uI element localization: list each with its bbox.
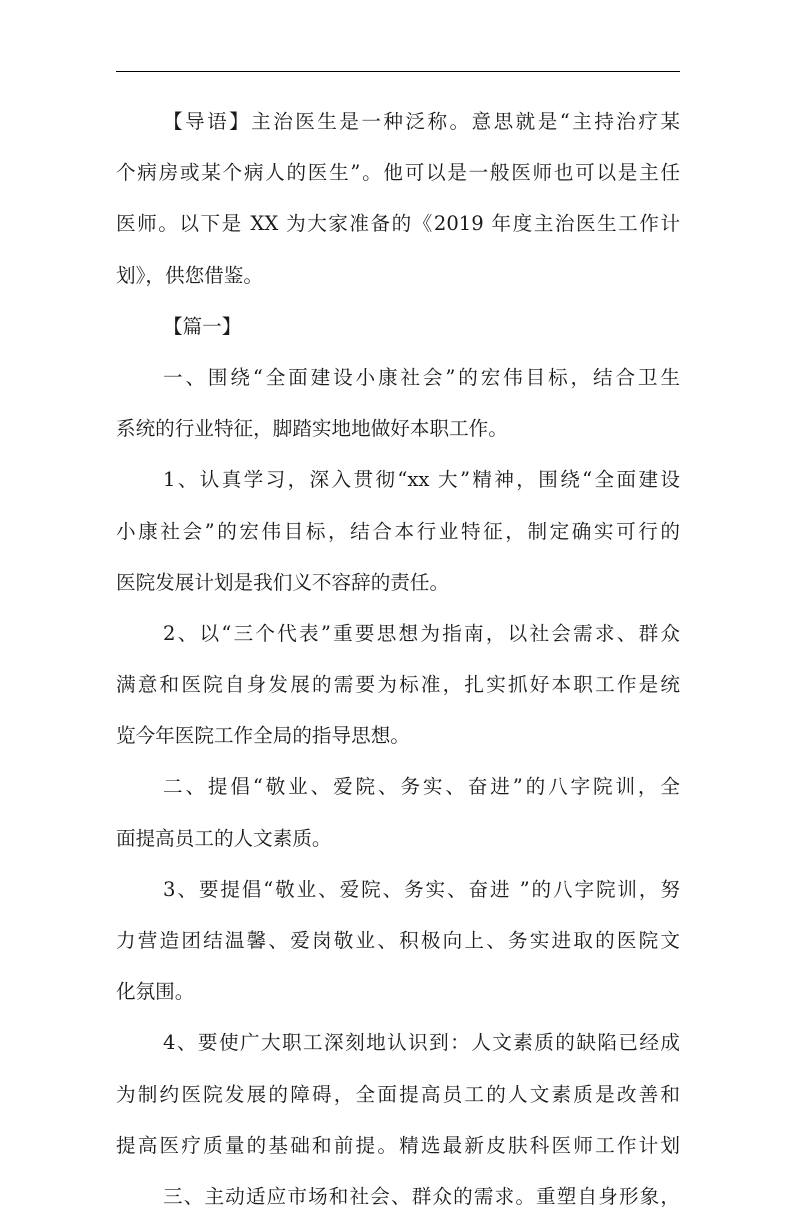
paragraph-line: 小康社会”的宏伟目标，结合本行业特征，制定确实可行的 (116, 519, 680, 543)
paragraph-line: 医院发展计划是我们义不容辞的责任。 (116, 570, 450, 594)
document-body (116, 96, 680, 1222)
paragraph-line: 3、要提倡“敬业、爱院、务实、奋进 ”的八字院训，努 (163, 877, 680, 901)
paragraph-line: 系统的行业特征，脚踏实地地做好本职工作。 (116, 417, 508, 441)
paragraph-line: 4、要使广大职工深刻地认识到：人文素质的缺陷已经成 (163, 1031, 680, 1055)
paragraph-line: 化氛围。 (116, 980, 195, 1004)
paragraph-line: 1、认真学习，深入贯彻“xx 大”精神，围绕“全面建设 (163, 468, 680, 492)
paragraph-line: 个病房或某个病人的医生”。他可以是一般医师也可以是主任 (116, 161, 680, 185)
paragraph-line: 划》，供您借鉴。 (116, 263, 263, 287)
paragraph-line: 三、主动适应市场和社会、群众的需求。重塑自身形象， (163, 1184, 680, 1208)
paragraph-line: 为制约医院发展的障碍，全面提高员工的人文素质是改善和 (116, 1082, 680, 1106)
paragraph-line: 二、提倡“敬业、爱院、务实、奋进”的八字院训，全 (163, 775, 680, 799)
section-heading: 【篇一】 (163, 314, 242, 338)
paragraph-line: 一、围绕“全面建设小康社会”的宏伟目标，结合卫生 (163, 365, 680, 389)
paragraph-line: 满意和医院自身发展的需要为标准，扎实抓好本职工作是统 (116, 673, 680, 697)
paragraph-line: 览今年医院工作全局的指导思想。 (116, 724, 410, 748)
header-rule (116, 71, 680, 72)
paragraph-line: 【导语】主治医生是一种泛称。意思就是“主持治疗某 (163, 110, 680, 133)
paragraph-line: 提高医疗质量的基础和前提。精选最新皮肤科医师工作计划 (116, 1133, 680, 1157)
paragraph-line: 面提高员工的人文素质。 (116, 826, 332, 850)
paragraph-line: 力营造团结温馨、爱岗敬业、积极向上、务实进取的医院文 (116, 929, 680, 952)
paragraph-line: 医师。以下是 XX 为大家准备的《2019 年度主治医生工作计 (116, 212, 680, 236)
paragraph-line: 2、以“三个代表”重要思想为指南，以社会需求、群众 (163, 621, 680, 645)
